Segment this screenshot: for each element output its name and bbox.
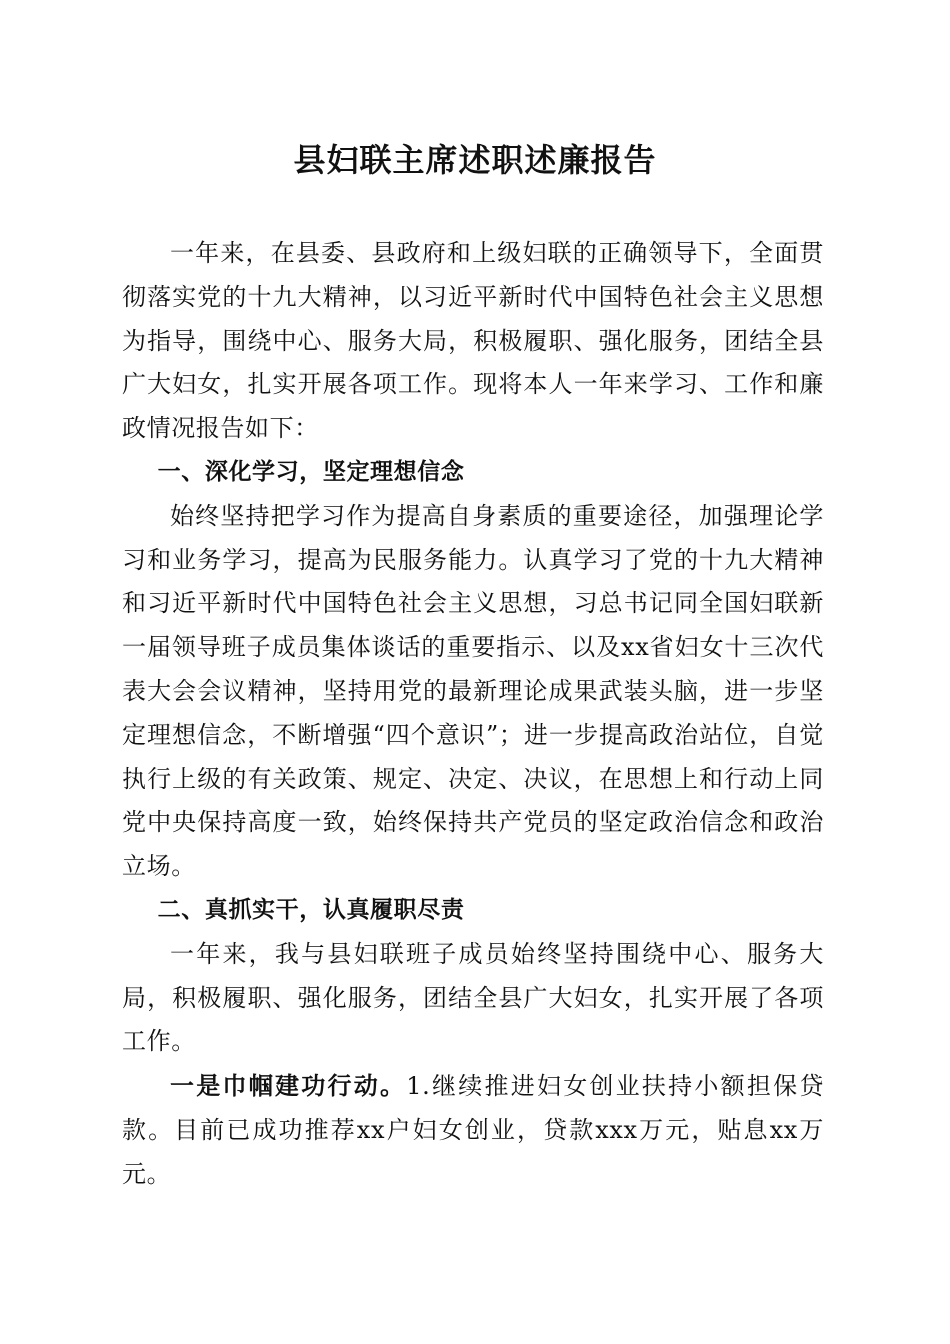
section-1-paragraph: 始终坚持把学习作为提高自身素质的重要途径，加强理论学习和业务学习，提高为民服务能力。认真学习了党的十九大精神和习近平新时代中国特色社会主义思想，习总书记同全国妇联新一届领导班子成员集体谈话的重要指示、以及xx省妇女十三次代表大会会议精神，坚持用党的最新理论成果武装头脑，进一步坚定理想信念，不断增强“四个意识”；进一步提高政治站位，自觉执行上级的有关政策、规定、决定、决议，在思想上和行动上同党中央保持高度一致，始终保持共产党员的坚定政治信念和政治立场。 (122, 501, 824, 881)
section-1-heading: 一、深化学习，坚定理想信念 (157, 458, 465, 485)
section-2-paragraph: 一年来，我与县妇联班子成员始终坚持围绕中心、服务大局，积极履职、强化服务，团结全县广大妇女，扎实开展了各项工作。 (122, 939, 824, 1056)
item-1-text: 1.继续推进妇女创业扶持小额担保贷款。目前已成功推荐xx户妇女创业，贷款xxx万元，贴息xx万元。 (122, 1072, 824, 1188)
item-1-lead: 一是巾帼建功行动。 (170, 1071, 407, 1101)
section-2-heading: 二、真抓实干，认真履职尽责 (157, 896, 465, 923)
intro-paragraph: 一年来，在县委、县政府和上级妇联的正确领导下，全面贯彻落实党的十九大精神，以习近平新时代中国特色社会主义思想为指导，围绕中心、服务大局，积极履职、强化服务，团结全县广大妇女，扎实开展各项工作。现将本人一年来学习、工作和廉政情况报告如下： (122, 239, 824, 443)
document-body (122, 232, 824, 1197)
section-2-item-1 (122, 1064, 824, 1196)
document-title: 县妇联主席述职述廉报告 (293, 141, 657, 179)
